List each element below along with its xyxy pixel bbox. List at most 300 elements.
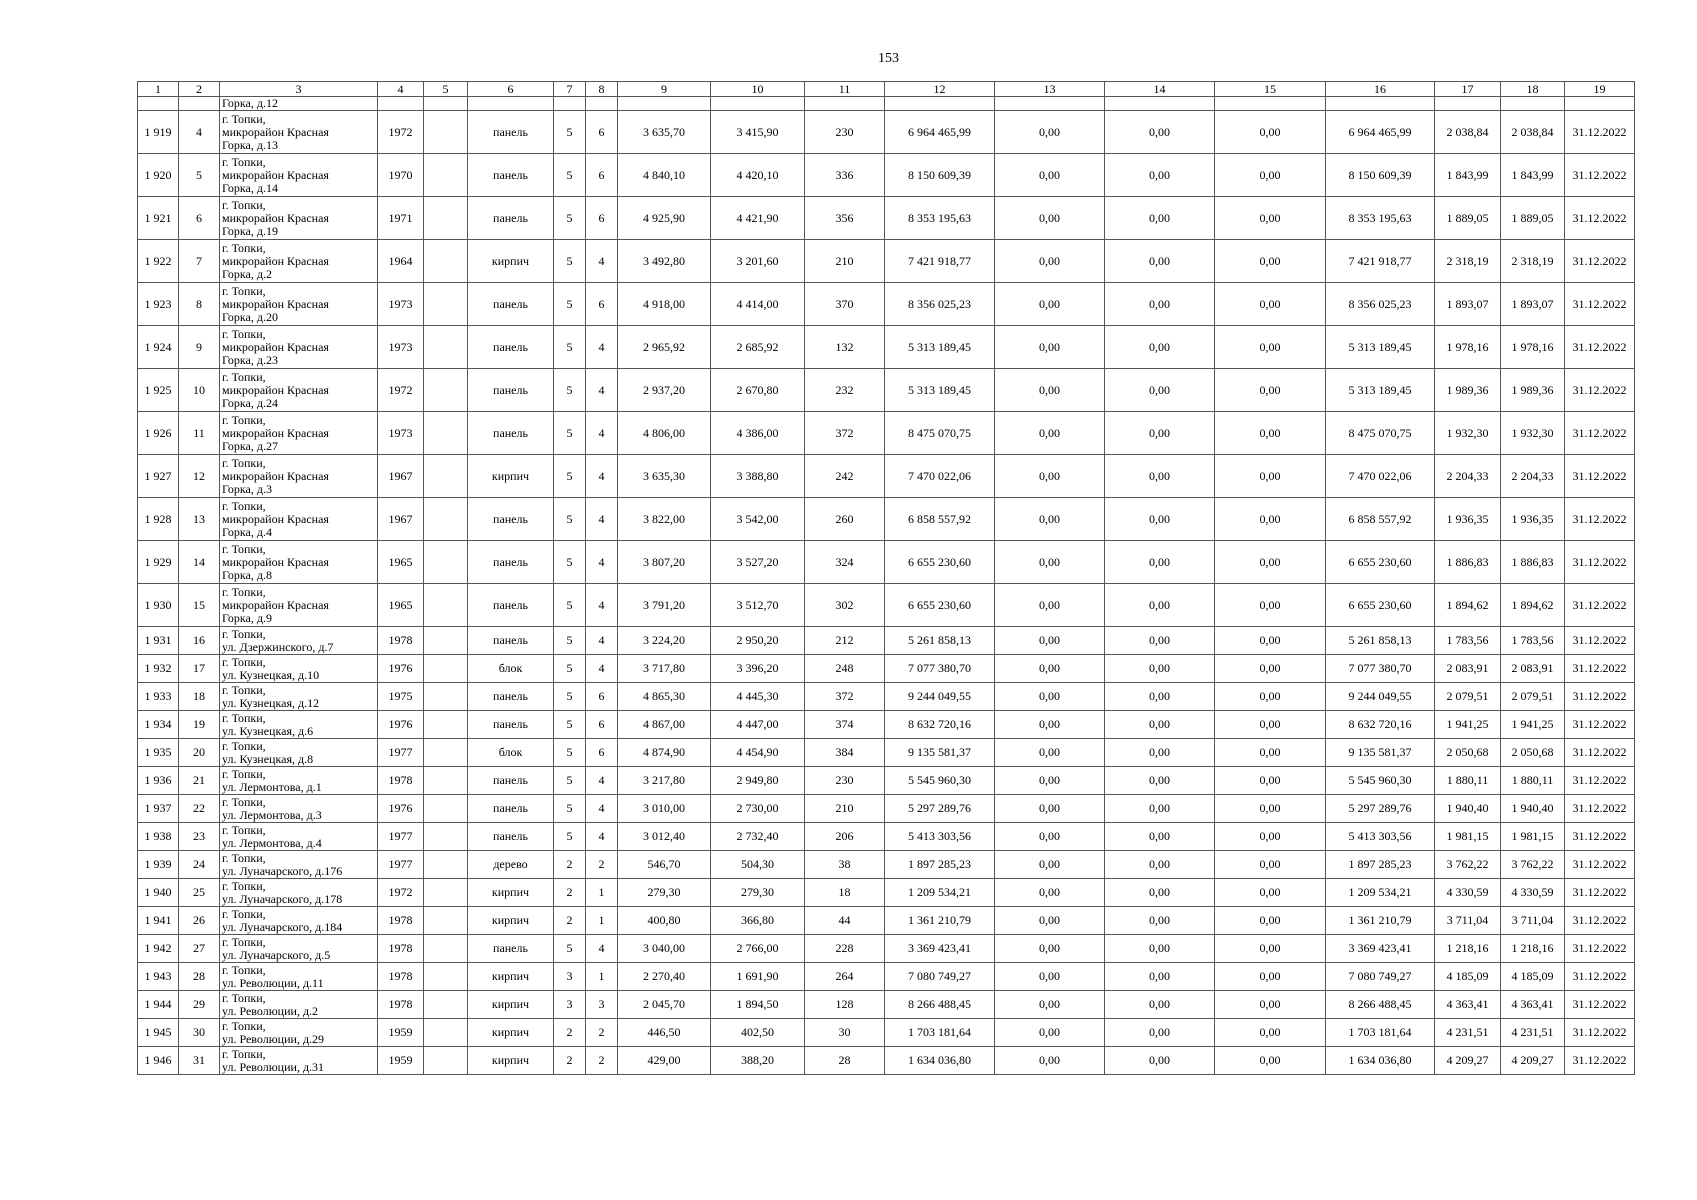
address-cell	[220, 907, 378, 935]
cost-col-16-cell: 8 632 720,16	[1326, 711, 1435, 739]
wall-material-cell: панель	[468, 767, 554, 795]
table-row	[138, 683, 1635, 711]
total-area-cell: 3 040,00	[618, 935, 711, 963]
row-number-cell: 1 940	[138, 879, 179, 907]
column-5-cell	[424, 412, 468, 455]
cost-col-14-cell: 0,00	[1105, 767, 1215, 795]
row-number-cell: 1 934	[138, 711, 179, 739]
address-cell	[220, 851, 378, 879]
total-area-cell: 546,70	[618, 851, 711, 879]
address-line: г. Топки,	[222, 766, 266, 781]
cost-col-14-cell: 0,00	[1105, 197, 1215, 240]
cost-col-15-cell: 0,00	[1215, 369, 1326, 412]
address-line: микрорайон Красная	[222, 468, 329, 483]
column-header: 12	[885, 82, 995, 97]
total-cost-cell: 3 369 423,41	[885, 935, 995, 963]
address-cell	[220, 683, 378, 711]
deadline-date-cell: 31.12.2022	[1565, 907, 1635, 935]
unit-cost-18-cell: 1 893,07	[1501, 283, 1565, 326]
unit-cost-17-cell: 2 318,19	[1435, 240, 1501, 283]
cost-col-15-cell: 0,00	[1215, 683, 1326, 711]
floors-cell: 5	[554, 823, 586, 851]
address-line: микрорайон Красная	[222, 597, 329, 612]
cost-col-16-cell: 8 266 488,45	[1326, 991, 1435, 1019]
year-built-cell: 1976	[378, 795, 424, 823]
total-cost-cell: 8 266 488,45	[885, 991, 995, 1019]
table-row	[138, 963, 1635, 991]
address-line: микрорайон Красная	[222, 511, 329, 526]
address-line: ул. Лермонтова, д.4	[222, 835, 322, 850]
cost-col-13-cell: 0,00	[995, 823, 1105, 851]
table-row	[138, 197, 1635, 240]
cost-col-15-cell: 0,00	[1215, 541, 1326, 584]
unit-cost-17-cell: 1 894,62	[1435, 584, 1501, 627]
living-area-cell: 3 388,80	[711, 455, 805, 498]
year-built-cell: 1972	[378, 879, 424, 907]
deadline-date-cell: 31.12.2022	[1565, 655, 1635, 683]
unit-cost-18-cell: 2 083,91	[1501, 655, 1565, 683]
deadline-date-cell: 31.12.2022	[1565, 879, 1635, 907]
cost-col-14-cell: 0,00	[1105, 991, 1215, 1019]
floors-cell: 3	[554, 963, 586, 991]
address-line: микрорайон Красная	[222, 253, 329, 268]
unit-cost-18-cell: 1 936,35	[1501, 498, 1565, 541]
address-line: микрорайон Красная	[222, 167, 329, 182]
table-row	[138, 823, 1635, 851]
cost-col-14-cell: 0,00	[1105, 412, 1215, 455]
table-row	[138, 369, 1635, 412]
living-area-cell: 3 527,20	[711, 541, 805, 584]
item-index-cell: 6	[179, 197, 220, 240]
address-cell	[220, 1047, 378, 1075]
year-built-cell: 1978	[378, 627, 424, 655]
address-line: г. Топки,	[222, 283, 266, 298]
residents-cell: 210	[805, 240, 885, 283]
year-built-cell: 1972	[378, 369, 424, 412]
cost-col-16-cell: 8 475 070,75	[1326, 412, 1435, 455]
unit-cost-18-cell: 2 050,68	[1501, 739, 1565, 767]
entrances-cell: 6	[586, 154, 618, 197]
table-row	[138, 1047, 1635, 1075]
wall-material-cell: панель	[468, 541, 554, 584]
residents-cell: 18	[805, 879, 885, 907]
column-number-header	[138, 82, 1635, 97]
address-line: г. Топки,	[222, 541, 266, 556]
unit-cost-17-cell: 2 204,33	[1435, 455, 1501, 498]
entrances-cell: 4	[586, 369, 618, 412]
year-built-cell: 1978	[378, 991, 424, 1019]
deadline-date-cell: 31.12.2022	[1565, 326, 1635, 369]
table-row	[138, 627, 1635, 655]
wall-material-cell: панель	[468, 111, 554, 154]
floors-cell: 5	[554, 655, 586, 683]
cost-col-13-cell: 0,00	[995, 455, 1105, 498]
residents-cell: 302	[805, 584, 885, 627]
residents-cell: 30	[805, 1019, 885, 1047]
wall-material-cell: панель	[468, 935, 554, 963]
cost-col-15-cell: 0,00	[1215, 111, 1326, 154]
deadline-date-cell: 31.12.2022	[1565, 739, 1635, 767]
living-area-cell: 4 386,00	[711, 412, 805, 455]
entrances-cell: 6	[586, 739, 618, 767]
table-row	[138, 655, 1635, 683]
address-line: микрорайон Красная	[222, 554, 329, 569]
table-body	[138, 82, 1635, 1075]
address-cell	[220, 823, 378, 851]
address-cell	[220, 584, 378, 627]
column-header: 16	[1326, 82, 1435, 97]
cost-col-13-cell: 0,00	[995, 1019, 1105, 1047]
table-row	[138, 991, 1635, 1019]
column-header: 13	[995, 82, 1105, 97]
cost-col-15-cell: 0,00	[1215, 767, 1326, 795]
total-cost-cell: 5 545 960,30	[885, 767, 995, 795]
residents-cell: 44	[805, 907, 885, 935]
cost-col-14-cell: 0,00	[1105, 655, 1215, 683]
table-row	[138, 851, 1635, 879]
deadline-date-cell: 31.12.2022	[1565, 683, 1635, 711]
address-cell	[220, 963, 378, 991]
total-area-cell: 3 492,80	[618, 240, 711, 283]
residents-cell: 260	[805, 498, 885, 541]
item-index-cell: 13	[179, 498, 220, 541]
column-header: 7	[554, 82, 586, 97]
column-header: 19	[1565, 82, 1635, 97]
row-number-cell: 1 920	[138, 154, 179, 197]
cost-col-13-cell: 0,00	[995, 584, 1105, 627]
address-line: ул. Луначарского, д.184	[222, 919, 343, 934]
entrances-cell: 4	[586, 655, 618, 683]
cost-col-16-cell: 9 244 049,55	[1326, 683, 1435, 711]
year-built-cell: 1964	[378, 240, 424, 283]
table-row	[138, 283, 1635, 326]
address-line: Горка, д.24	[222, 395, 278, 410]
column-header: 9	[618, 82, 711, 97]
deadline-date-cell: 31.12.2022	[1565, 369, 1635, 412]
cost-col-16-cell: 1 361 210,79	[1326, 907, 1435, 935]
wall-material-cell: блок	[468, 739, 554, 767]
cost-col-14-cell: 0,00	[1105, 935, 1215, 963]
cost-col-16-cell: 9 135 581,37	[1326, 739, 1435, 767]
unit-cost-18-cell: 1 843,99	[1501, 154, 1565, 197]
wall-material-cell: кирпич	[468, 907, 554, 935]
cost-col-15-cell: 0,00	[1215, 907, 1326, 935]
item-index-cell: 30	[179, 1019, 220, 1047]
floors-cell: 5	[554, 197, 586, 240]
address-line: г. Топки,	[222, 111, 266, 126]
address-line: Горка, д.13	[222, 137, 278, 152]
unit-cost-18-cell: 1 981,15	[1501, 823, 1565, 851]
address-line: Горка, д.8	[222, 567, 272, 582]
deadline-date-cell: 31.12.2022	[1565, 111, 1635, 154]
address-line: ул. Лермонтова, д.1	[222, 779, 322, 794]
year-built-cell: 1976	[378, 711, 424, 739]
living-area-cell: 2 949,80	[711, 767, 805, 795]
floors-cell: 5	[554, 111, 586, 154]
address-line: г. Топки,	[222, 498, 266, 513]
floors-cell: 3	[554, 991, 586, 1019]
unit-cost-17-cell: 4 185,09	[1435, 963, 1501, 991]
entrances-cell: 4	[586, 584, 618, 627]
address-cell	[220, 455, 378, 498]
continuation-row	[138, 97, 1635, 111]
floors-cell: 5	[554, 935, 586, 963]
column-5-cell	[424, 851, 468, 879]
cost-col-15-cell: 0,00	[1215, 991, 1326, 1019]
cost-col-14-cell: 0,00	[1105, 879, 1215, 907]
cost-col-13-cell: 0,00	[995, 627, 1105, 655]
item-index-cell: 20	[179, 739, 220, 767]
address-cell	[220, 369, 378, 412]
unit-cost-18-cell: 2 204,33	[1501, 455, 1565, 498]
living-area-cell: 279,30	[711, 879, 805, 907]
deadline-date-cell: 31.12.2022	[1565, 851, 1635, 879]
item-index-cell: 7	[179, 240, 220, 283]
total-area-cell: 2 270,40	[618, 963, 711, 991]
entrances-cell: 4	[586, 412, 618, 455]
year-built-cell: 1977	[378, 739, 424, 767]
table-row	[138, 326, 1635, 369]
total-cost-cell: 5 297 289,76	[885, 795, 995, 823]
row-number-cell: 1 931	[138, 627, 179, 655]
address-cell	[220, 627, 378, 655]
cost-col-16-cell: 7 077 380,70	[1326, 655, 1435, 683]
total-area-cell: 4 806,00	[618, 412, 711, 455]
deadline-date-cell: 31.12.2022	[1565, 963, 1635, 991]
floors-cell: 5	[554, 369, 586, 412]
deadline-date-cell: 31.12.2022	[1565, 584, 1635, 627]
total-area-cell: 446,50	[618, 1019, 711, 1047]
cost-col-13-cell: 0,00	[995, 154, 1105, 197]
year-built-cell: 1972	[378, 111, 424, 154]
living-area-cell: 504,30	[711, 851, 805, 879]
column-header: 8	[586, 82, 618, 97]
cost-col-13-cell: 0,00	[995, 240, 1105, 283]
cost-col-14-cell: 0,00	[1105, 683, 1215, 711]
residents-cell: 248	[805, 655, 885, 683]
deadline-date-cell: 31.12.2022	[1565, 711, 1635, 739]
wall-material-cell: панель	[468, 683, 554, 711]
entrances-cell: 1	[586, 907, 618, 935]
table-row	[138, 240, 1635, 283]
deadline-date-cell: 31.12.2022	[1565, 795, 1635, 823]
entrances-cell: 6	[586, 197, 618, 240]
unit-cost-18-cell: 2 079,51	[1501, 683, 1565, 711]
column-5-cell	[424, 455, 468, 498]
address-line: ул. Кузнецкая, д.10	[222, 667, 320, 682]
cost-col-15-cell: 0,00	[1215, 963, 1326, 991]
year-built-cell: 1978	[378, 963, 424, 991]
item-index-cell: 31	[179, 1047, 220, 1075]
residents-cell: 210	[805, 795, 885, 823]
living-area-cell: 4 421,90	[711, 197, 805, 240]
residents-cell: 28	[805, 1047, 885, 1075]
unit-cost-17-cell: 4 330,59	[1435, 879, 1501, 907]
cost-col-14-cell: 0,00	[1105, 326, 1215, 369]
floors-cell: 5	[554, 683, 586, 711]
item-index-cell: 9	[179, 326, 220, 369]
column-header: 11	[805, 82, 885, 97]
cost-col-13-cell: 0,00	[995, 907, 1105, 935]
address-line: г. Топки,	[222, 934, 266, 949]
address-line: г. Топки,	[222, 878, 266, 893]
row-number-cell: 1 928	[138, 498, 179, 541]
address-line: г. Топки,	[222, 990, 266, 1005]
residents-cell: 370	[805, 283, 885, 326]
unit-cost-18-cell: 1 894,62	[1501, 584, 1565, 627]
address-line: Горка, д.3	[222, 481, 272, 496]
residents-cell: 128	[805, 991, 885, 1019]
column-5-cell	[424, 655, 468, 683]
address-cell	[220, 197, 378, 240]
column-5-cell	[424, 283, 468, 326]
year-built-cell: 1971	[378, 197, 424, 240]
unit-cost-18-cell: 1 989,36	[1501, 369, 1565, 412]
address-line: ул. Дзержинского, д.7	[222, 639, 334, 654]
cost-col-14-cell: 0,00	[1105, 739, 1215, 767]
column-5-cell	[424, 767, 468, 795]
cost-col-14-cell: 0,00	[1105, 584, 1215, 627]
residents-cell: 264	[805, 963, 885, 991]
cost-col-14-cell: 0,00	[1105, 963, 1215, 991]
deadline-date-cell: 31.12.2022	[1565, 541, 1635, 584]
floors-cell: 5	[554, 412, 586, 455]
address-line: Горка, д.4	[222, 524, 272, 539]
column-5-cell	[424, 795, 468, 823]
unit-cost-17-cell: 1 941,25	[1435, 711, 1501, 739]
total-area-cell: 2 045,70	[618, 991, 711, 1019]
floors-cell: 5	[554, 154, 586, 197]
address-line: Горка, д.9	[222, 610, 272, 625]
wall-material-cell: кирпич	[468, 240, 554, 283]
address-line: г. Топки,	[222, 326, 266, 341]
cost-col-13-cell: 0,00	[995, 851, 1105, 879]
floors-cell: 2	[554, 1047, 586, 1075]
address-cell	[220, 1019, 378, 1047]
living-area-cell: 388,20	[711, 1047, 805, 1075]
address-cell	[220, 767, 378, 795]
entrances-cell: 2	[586, 1019, 618, 1047]
address-line: Горка, д.14	[222, 180, 278, 195]
total-area-cell: 400,80	[618, 907, 711, 935]
address-line: г. Топки,	[222, 584, 266, 599]
residents-cell: 228	[805, 935, 885, 963]
address-line: микрорайон Красная	[222, 210, 329, 225]
cost-col-14-cell: 0,00	[1105, 795, 1215, 823]
wall-material-cell: кирпич	[468, 455, 554, 498]
wall-material-cell: панель	[468, 326, 554, 369]
address-line: г. Топки,	[222, 455, 266, 470]
address-line: ул. Кузнецкая, д.6	[222, 723, 314, 738]
cost-col-15-cell: 0,00	[1215, 739, 1326, 767]
total-cost-cell: 7 077 380,70	[885, 655, 995, 683]
cost-col-15-cell: 0,00	[1215, 655, 1326, 683]
address-line: ул. Луначарского, д.178	[222, 891, 343, 906]
living-area-cell: 1 691,90	[711, 963, 805, 991]
residents-cell: 206	[805, 823, 885, 851]
cost-col-13-cell: 0,00	[995, 1047, 1105, 1075]
row-number-cell: 1 933	[138, 683, 179, 711]
address-line: г. Топки,	[222, 626, 266, 641]
living-area-cell: 2 950,20	[711, 627, 805, 655]
unit-cost-18-cell: 1 783,56	[1501, 627, 1565, 655]
unit-cost-17-cell: 1 932,30	[1435, 412, 1501, 455]
table-row	[138, 795, 1635, 823]
total-cost-cell: 1 703 181,64	[885, 1019, 995, 1047]
entrances-cell: 6	[586, 683, 618, 711]
address-line: г. Топки,	[222, 369, 266, 384]
table-row	[138, 541, 1635, 584]
deadline-date-cell: 31.12.2022	[1565, 1019, 1635, 1047]
cost-col-15-cell: 0,00	[1215, 455, 1326, 498]
item-index-cell: 8	[179, 283, 220, 326]
column-header: 3	[220, 82, 378, 97]
total-cost-cell: 5 313 189,45	[885, 326, 995, 369]
year-built-cell: 1975	[378, 683, 424, 711]
address-line: ул. Революции, д.31	[222, 1059, 325, 1074]
cost-col-15-cell: 0,00	[1215, 154, 1326, 197]
unit-cost-17-cell: 4 231,51	[1435, 1019, 1501, 1047]
column-header: 5	[424, 82, 468, 97]
address-line: г. Топки,	[222, 906, 266, 921]
item-index-cell: 4	[179, 111, 220, 154]
unit-cost-18-cell: 1 889,05	[1501, 197, 1565, 240]
residents-cell: 356	[805, 197, 885, 240]
column-header: 17	[1435, 82, 1501, 97]
total-cost-cell: 6 964 465,99	[885, 111, 995, 154]
item-index-cell: 23	[179, 823, 220, 851]
deadline-date-cell: 31.12.2022	[1565, 823, 1635, 851]
total-cost-cell: 1 209 534,21	[885, 879, 995, 907]
wall-material-cell: панель	[468, 154, 554, 197]
residents-cell: 324	[805, 541, 885, 584]
year-built-cell: 1959	[378, 1047, 424, 1075]
total-cost-cell: 7 470 022,06	[885, 455, 995, 498]
cost-col-16-cell: 6 655 230,60	[1326, 541, 1435, 584]
address-line: г. Топки,	[222, 412, 266, 427]
row-number-cell: 1 929	[138, 541, 179, 584]
row-number-cell: 1 927	[138, 455, 179, 498]
deadline-date-cell: 31.12.2022	[1565, 240, 1635, 283]
floors-cell: 5	[554, 240, 586, 283]
address-cell	[220, 283, 378, 326]
row-number-cell: 1 938	[138, 823, 179, 851]
unit-cost-17-cell: 2 079,51	[1435, 683, 1501, 711]
total-cost-cell: 9 244 049,55	[885, 683, 995, 711]
entrances-cell: 2	[586, 1047, 618, 1075]
table-row	[138, 935, 1635, 963]
cost-col-16-cell: 3 369 423,41	[1326, 935, 1435, 963]
column-5-cell	[424, 823, 468, 851]
address-line: ул. Революции, д.11	[222, 975, 324, 990]
column-header: 14	[1105, 82, 1215, 97]
table-row	[138, 739, 1635, 767]
item-index-cell: 12	[179, 455, 220, 498]
unit-cost-17-cell: 2 050,68	[1435, 739, 1501, 767]
total-area-cell: 279,30	[618, 879, 711, 907]
entrances-cell: 4	[586, 326, 618, 369]
cost-col-16-cell: 1 897 285,23	[1326, 851, 1435, 879]
year-built-cell: 1977	[378, 851, 424, 879]
entrances-cell: 4	[586, 627, 618, 655]
residents-cell: 212	[805, 627, 885, 655]
address-line: ул. Революции, д.29	[222, 1031, 325, 1046]
cost-col-16-cell: 5 545 960,30	[1326, 767, 1435, 795]
cost-col-14-cell: 0,00	[1105, 1019, 1215, 1047]
floors-cell: 5	[554, 541, 586, 584]
table-row	[138, 711, 1635, 739]
address-line: Горка, д.2	[222, 266, 272, 281]
